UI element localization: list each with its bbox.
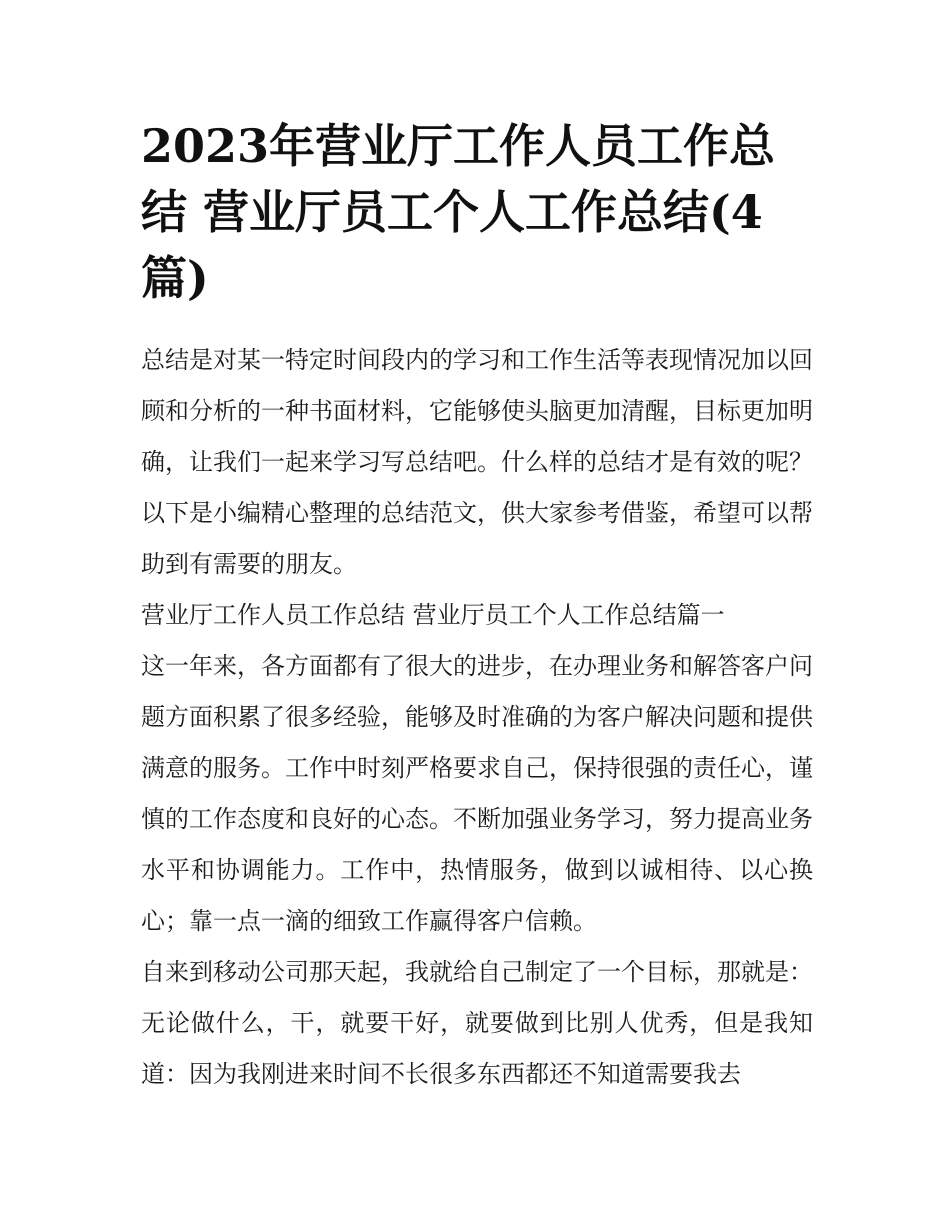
section-heading: 营业厅工作人员工作总结 营业厅员工个人工作总结篇一 [141,601,725,629]
body-paragraph-1: 这一年来，各方面都有了很大的进步，在办理业务和解答客户问题方面积累了很多经验，能够及时准确的为客户解决问题和提供满意的服务。工作中时刻严格要求自己，保持很强的责任心，谨慎的工作态度和良好的心态。不断加强业务学习，努力提高业务水平和协调能力。工作中，热情服务，做到以诚相待、以心换心；靠一点一滴的细致工作赢得客户信赖。 [141,652,813,935]
intro-paragraph: 总结是对某一特定时间段内的学习和工作生活等表现情况加以回顾和分析的一种书面材料，它能够使头脑更加清醒，目标更加明确，让我们一起来学习写总结吧。什么样的总结才是有效的呢？以下是小编精心整理的总结范文，供大家参考借鉴，希望可以帮助到有需要的朋友。 [141,346,813,578]
document-title: 2023年营业厅工作人员工作总结 营业厅员工个人工作总结(4篇) [141,119,776,305]
document-body [141,113,813,1100]
body-paragraph-2: 自来到移动公司那天起，我就给自己制定了一个目标，那就是：无论做什么，干，就要干好，就要做到比别人优秀，但是我知道：因为我刚进来时间不长很多东西都还不知道需要我去 [141,958,813,1088]
